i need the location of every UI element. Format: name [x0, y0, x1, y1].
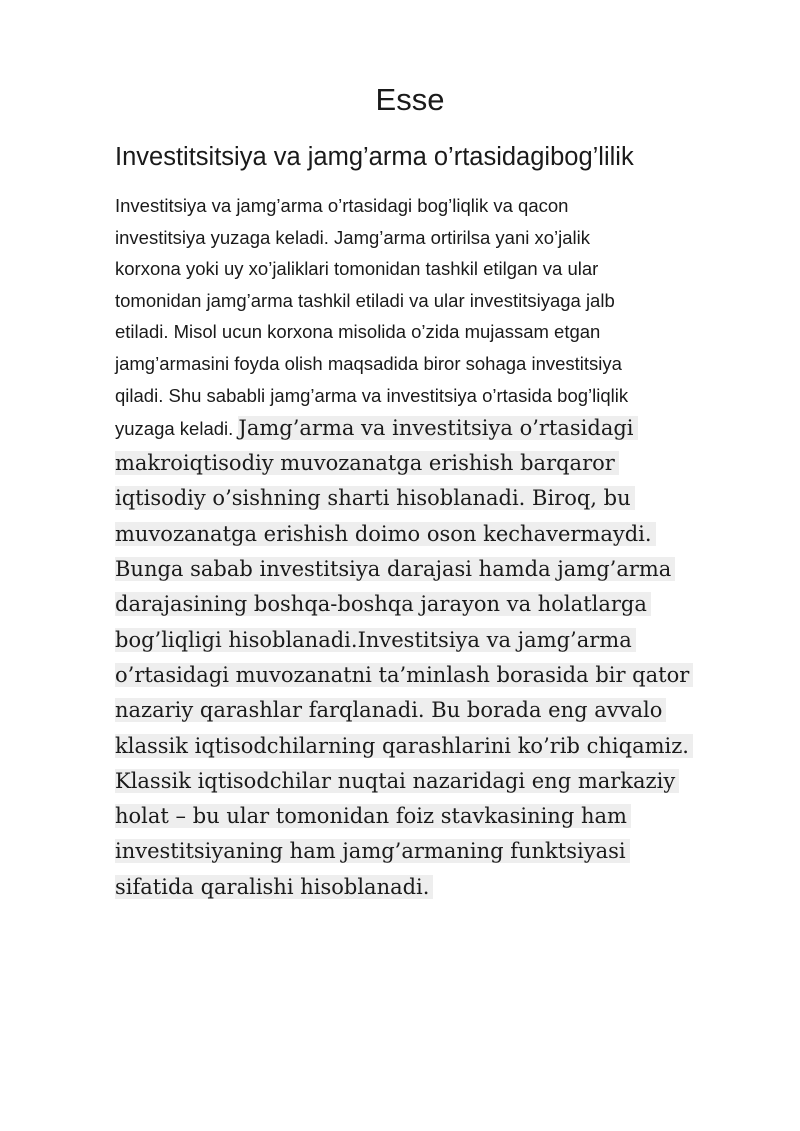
highlighted-line	[115, 870, 755, 905]
highlighted-text: sifatida qaralishi hisoblanadi.	[115, 875, 433, 899]
highlighted-line	[115, 587, 755, 622]
highlighted-text: klassik iqtisodchilarning qarashlarini ko’rib chiqamiz.	[115, 734, 693, 758]
body-line-mixed	[115, 411, 755, 446]
highlighted-text: iqtisodiy o’sishning sharti hisoblanadi. Biroq, bu	[115, 486, 635, 510]
body-text-plain: yuzaga keladi.	[115, 418, 239, 440]
highlighted-line	[115, 658, 755, 693]
highlighted-text: makroiqtisodiy muvozanatga erishish barqaror	[115, 451, 619, 475]
highlighted-text: muvozanatga erishish doimo oson kechavermaydi.	[115, 522, 656, 546]
highlighted-line	[115, 623, 755, 658]
highlighted-line	[115, 446, 755, 481]
highlighted-line	[115, 764, 755, 799]
document-heading: Investitsitsiya va jamg’arma o’rtasidagibog’lilik	[115, 143, 634, 171]
highlighted-line	[115, 481, 755, 516]
essay-body	[115, 190, 755, 905]
body-line: jamg’armasini foyda olish maqsadida biror sohaga investitsiya	[115, 352, 622, 374]
body-line: investitsiya yuzaga keladi. Jamg’arma ortirilsa yani xo’jalik	[115, 226, 591, 248]
highlighted-text: Klassik iqtisodchilar nuqtai nazaridagi eng markaziy	[115, 769, 679, 793]
highlighted-text: nazariy qarashlar farqlanadi. Bu borada eng avvalo	[115, 698, 666, 722]
highlighted-text: holat – bu ular tomonidan foiz stavkasining ham	[115, 804, 631, 828]
highlighted-line	[115, 729, 755, 764]
highlighted-line	[115, 799, 755, 834]
document-title: Esse	[375, 82, 445, 117]
body-line: Investitsiya va jamg’arma o’rtasidagi bog’liqlik va qacon	[115, 195, 569, 216]
highlighted-text: investitsiyaning ham jamg’armaning funktsiyasi	[115, 839, 630, 863]
highlighted-line	[115, 552, 755, 587]
body-line: etiladi. Misol ucun korxona misolida o’zida mujassam etgan	[115, 321, 601, 343]
body-line: qiladi. Shu sababli jamg’arma va investitsiya o’rtasida bog’liqlik	[115, 384, 629, 406]
body-text-highlighted: Jamg’arma va investitsiya o’rtasidagi	[238, 416, 637, 440]
body-line: tomonidan jamg’arma tashkil etiladi va ular investitsiyaga jalb	[115, 289, 615, 311]
highlighted-line	[115, 834, 755, 869]
highlighted-line	[115, 517, 755, 552]
highlighted-text: Bunga sabab investitsiya darajasi hamda jamg’arma	[115, 557, 675, 581]
highlighted-text: darajasining boshqa-boshqa jarayon va holatlarga	[115, 592, 651, 616]
highlighted-line	[115, 693, 755, 728]
highlighted-text: bog’liqligi hisoblanadi.Investitsiya va jamg’arma	[115, 628, 636, 652]
body-line: korxona yoki uy xo’jaliklari tomonidan tashkil etilgan va ular	[115, 258, 599, 280]
highlighted-text: o’rtasidagi muvozanatni ta’minlash borasida bir qator	[115, 663, 693, 687]
